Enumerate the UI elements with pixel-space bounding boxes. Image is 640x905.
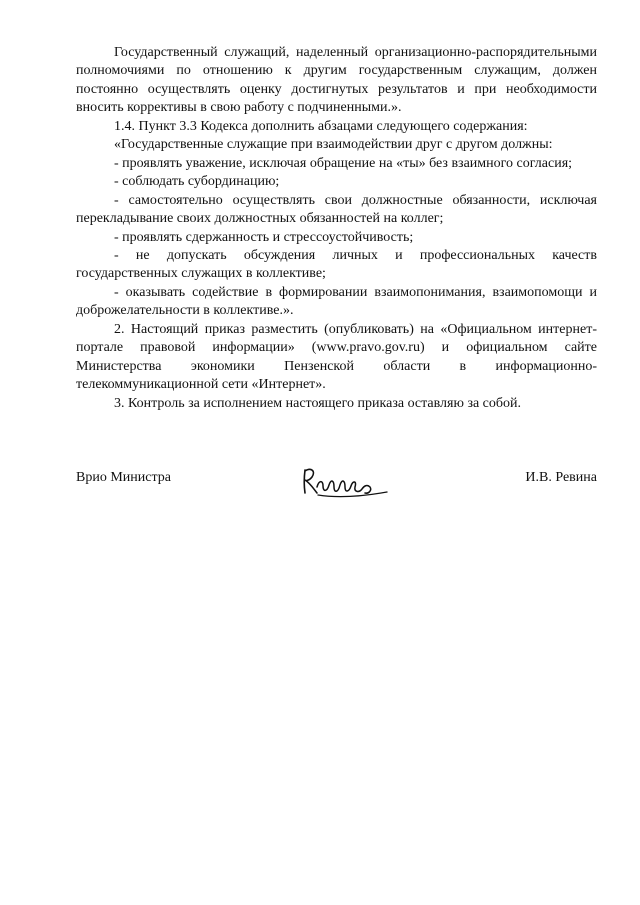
list-item-independence: - самостоятельно осуществлять свои должностные обязанности, исключая перекладывание своих должностных обязанностей на коллег; xyxy=(76,192,597,227)
signer-position: Врио Министра xyxy=(76,470,171,485)
list-item-assistance: - оказывать содействие в формировании взаимопонимания, взаимопомощи и доброжелательности в коллективе.». xyxy=(76,284,597,319)
handwritten-signature xyxy=(297,462,397,502)
list-item-no-discussion: - не допускать обсуждения личных и профессиональных качеств государственных служащих в коллективе; xyxy=(76,247,597,282)
paragraph-managerial-duty: Государственный служащий, наделенный организационно-распорядительными полномочиями по отношению к другим государственным служащим, должен постоянно осуществлять оценку достигнутых результатов и при необходимости вносить коррективы в свою работу с подчиненными.». xyxy=(76,45,597,116)
paragraph-publication: 2. Настоящий приказ разместить (опубликовать) на «Официальном интернет-портале правовой информации» (www.pravo.gov.ru) и официальном сайте Министерства экономики Пензенской области в информационно-телекоммуникационной сети «Интернет». xyxy=(76,321,597,393)
paragraph-control: 3. Контроль за исполнением настоящего приказа оставляю за собой. xyxy=(114,395,522,411)
document-body xyxy=(76,44,597,413)
list-item-restraint: - проявлять сдержанность и стрессоустойчивость; xyxy=(114,229,414,245)
signature-block xyxy=(76,462,597,502)
list-item-subordination: - соблюдать субординацию; xyxy=(114,174,280,190)
paragraph-interaction-rules: «Государственные служащие при взаимодействии друг с другом должны: xyxy=(114,137,553,153)
paragraph-amendment-intro: 1.4. Пункт 3.3 Кодекса дополнить абзацами следующего содержания: xyxy=(114,118,528,134)
signer-name: И.В. Ревина xyxy=(525,470,597,485)
list-item-respect: - проявлять уважение, исключая обращение на «ты» без взаимного согласия; xyxy=(114,155,573,171)
